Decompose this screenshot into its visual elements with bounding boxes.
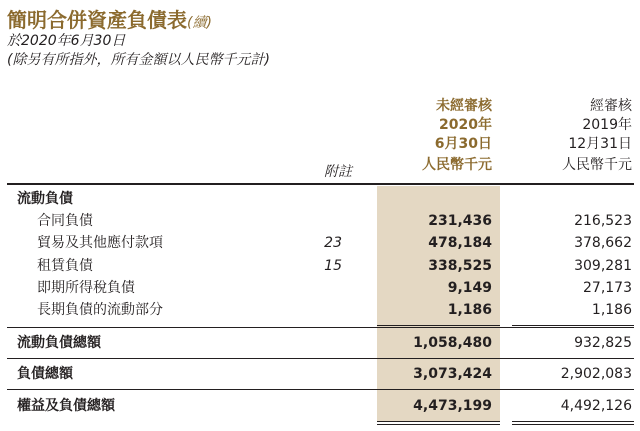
table-row — [0, 233, 640, 253]
prior-value: 4,492,126 — [560, 398, 632, 414]
row-label: 流動負債 — [17, 191, 73, 207]
prior-value: 1,186 — [591, 302, 632, 318]
current-header-date: 6月30日 — [434, 136, 492, 152]
table-row — [0, 189, 640, 209]
row-label: 貿易及其他應付款項 — [37, 235, 163, 251]
current-value: 3,073,424 — [413, 366, 492, 382]
page-title — [7, 4, 212, 33]
prior-value: 309,281 — [574, 258, 632, 274]
table-row — [0, 300, 640, 320]
table-row — [0, 396, 640, 416]
current-total-rule-top — [377, 421, 500, 422]
header-rule — [7, 183, 634, 185]
prior-header-year: 2019年 — [582, 117, 632, 133]
row-label: 權益及負債總額 — [17, 398, 115, 414]
prior-value: 27,173 — [583, 280, 632, 296]
note-column-header: 附註 — [324, 164, 352, 180]
section-rule — [7, 327, 634, 328]
current-total-rule-bottom — [377, 424, 500, 425]
prior-value: 2,902,083 — [560, 366, 632, 382]
title-text: 簡明合併資產負債表 — [7, 8, 187, 32]
current-subtotal-rule — [377, 325, 500, 326]
current-value: 478,184 — [428, 235, 492, 251]
section-rule — [7, 389, 634, 390]
row-label: 即期所得稅負債 — [37, 280, 135, 296]
row-label: 長期負債的流動部分 — [37, 302, 163, 318]
row-label: 合同負債 — [37, 213, 93, 229]
current-value: 1,058,480 — [413, 335, 492, 351]
row-label: 流動負債總額 — [17, 335, 101, 351]
table-row — [0, 278, 640, 298]
row-note: 23 — [324, 235, 342, 251]
date-line: 於2020年6月30日 — [7, 33, 126, 49]
current-value: 1,186 — [447, 302, 492, 318]
prior-value: 932,825 — [574, 335, 632, 351]
table-row — [0, 364, 640, 384]
prior-total-rule-bottom — [512, 424, 634, 425]
current-value: 338,525 — [428, 258, 492, 274]
current-header-audit: 未經審核 — [436, 98, 492, 114]
row-label: 負債總額 — [17, 366, 73, 382]
current-value: 4,473,199 — [413, 398, 492, 414]
prior-header-date: 12月31日 — [568, 136, 632, 152]
table-row — [0, 333, 640, 353]
row-label: 租賃負債 — [37, 258, 93, 274]
table-row — [0, 256, 640, 276]
row-note: 15 — [324, 258, 342, 274]
prior-subtotal-rule — [512, 325, 634, 326]
prior-header-audit: 經審核 — [590, 98, 632, 114]
prior-header-unit: 人民幣千元 — [562, 157, 632, 173]
section-rule — [7, 358, 634, 359]
prior-value: 378,662 — [574, 235, 632, 251]
prior-value: 216,523 — [574, 213, 632, 229]
current-value: 231,436 — [428, 213, 492, 229]
table-row — [0, 211, 640, 231]
prior-total-rule-top — [512, 421, 634, 422]
title-continued: (續) — [187, 15, 212, 31]
current-value: 9,149 — [447, 280, 492, 296]
note-line: (除另有所指外，所有金額以人民幣千元計) — [7, 52, 270, 68]
current-header-unit: 人民幣千元 — [422, 157, 492, 173]
current-header-year: 2020年 — [439, 117, 492, 133]
